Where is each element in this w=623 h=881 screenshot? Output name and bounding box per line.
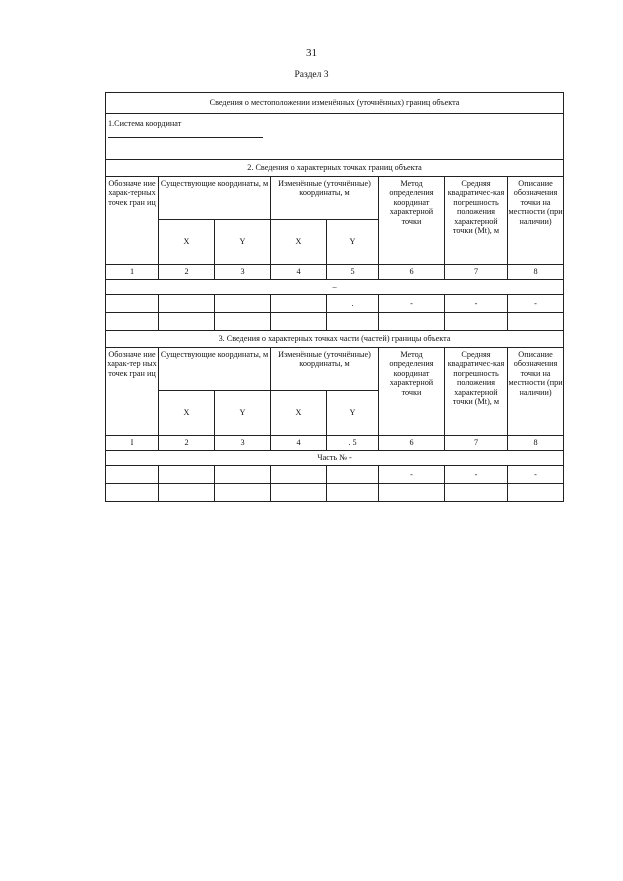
table-cell: - <box>379 295 445 313</box>
column-number: 2 <box>159 436 215 451</box>
column-number: . 5 <box>327 436 379 451</box>
coordinate-system-label: 1.Система координат <box>108 119 182 128</box>
table-cell <box>215 313 271 331</box>
header-mean-square-error: Средняя квадратичес-кая погрешность положения характерной точки (Mt), м <box>445 348 508 436</box>
column-number: 7 <box>445 265 508 280</box>
column-number: 4 <box>271 265 327 280</box>
column-number: 4 <box>271 436 327 451</box>
table-cell <box>271 313 327 331</box>
header-changed-coordinates: Изменённые (уточнённые) координаты, м <box>271 177 379 220</box>
table-row <box>106 295 564 313</box>
column-number: 6 <box>379 265 445 280</box>
header-existing-coordinates: Существующие координаты, м <box>159 348 271 391</box>
header-changed-y: Y <box>327 220 379 265</box>
section3-heading: 3. Сведения о характерных точках части (частей) границы объекта <box>106 331 564 348</box>
column-number: 7 <box>445 436 508 451</box>
header-changed-y: Y <box>327 391 379 436</box>
column-number: 8 <box>508 265 564 280</box>
header-mean-square-error: Средняя квадратичес-кая погрешность положения характерной точки (Mt), м <box>445 177 508 265</box>
table-cell <box>445 313 508 331</box>
column-number: I <box>106 436 159 451</box>
section2-dash-row: – <box>106 280 564 295</box>
header-description: Описание обозначения точки на местности (при наличии) <box>508 177 564 265</box>
table-cell: - <box>379 466 445 484</box>
coordinate-system-underline <box>108 137 263 138</box>
header-existing-x: X <box>159 391 215 436</box>
table-cell <box>379 313 445 331</box>
header-method: Метод определения координат характерной точки <box>379 177 445 265</box>
table-cell <box>327 313 379 331</box>
table-cell <box>271 484 327 502</box>
column-number: 8 <box>508 436 564 451</box>
page-number: 31 <box>306 47 317 59</box>
header-description: Описание обозначения точки на местности (при наличии) <box>508 348 564 436</box>
table-row <box>106 313 564 331</box>
column-number: 6 <box>379 436 445 451</box>
table-cell <box>508 484 564 502</box>
table-cell <box>159 313 215 331</box>
header-existing-coordinates: Существующие координаты, м <box>159 177 271 220</box>
part-label: Часть № - <box>106 451 564 466</box>
table-cell <box>508 313 564 331</box>
table-cell <box>159 466 215 484</box>
table-cell <box>159 295 215 313</box>
table-cell <box>327 484 379 502</box>
column-number: 5 <box>327 265 379 280</box>
table-cell <box>271 295 327 313</box>
table-cell: - <box>445 295 508 313</box>
column-number: 3 <box>215 436 271 451</box>
table-cell <box>106 484 159 502</box>
table-cell <box>215 295 271 313</box>
table-cell: . <box>327 295 379 313</box>
section-title: Раздел 3 <box>294 70 329 80</box>
table-cell <box>215 484 271 502</box>
table-title: Сведения о местоположении изменённых (уточнённых) границ объекта <box>106 93 564 114</box>
header-existing-x: X <box>159 220 215 265</box>
header-existing-y: Y <box>215 220 271 265</box>
column-number-row <box>106 436 564 451</box>
table-cell <box>106 313 159 331</box>
table-row <box>106 484 564 502</box>
column-number: 2 <box>159 265 215 280</box>
table-cell <box>215 466 271 484</box>
table-cell: - <box>508 295 564 313</box>
boundary-form-table <box>105 92 564 502</box>
table-cell <box>379 484 445 502</box>
table-cell: - <box>445 466 508 484</box>
column-number-row <box>106 265 564 280</box>
header-method: Метод определения координат характерной точки <box>379 348 445 436</box>
column-number: 3 <box>215 265 271 280</box>
table-row <box>106 466 564 484</box>
column-number: 1 <box>106 265 159 280</box>
table-cell: - <box>508 466 564 484</box>
table-cell <box>106 466 159 484</box>
coordinate-system-cell <box>106 114 564 160</box>
header-existing-y: Y <box>215 391 271 436</box>
table-cell <box>106 295 159 313</box>
header-changed-x: X <box>271 220 327 265</box>
table-cell <box>327 466 379 484</box>
header-changed-x: X <box>271 391 327 436</box>
header-point-designation: Обозначе ние харак-тер ных точек гран иц <box>106 348 159 436</box>
section2-heading: 2. Сведения о характерных точках границ объекта <box>106 160 564 177</box>
header-changed-coordinates: Изменённые (уточнённые) координаты, м <box>271 348 379 391</box>
table-cell <box>271 466 327 484</box>
table-cell <box>159 484 215 502</box>
header-point-designation: Обозначе ние харак-терных точек гран иц <box>106 177 159 265</box>
table-cell <box>445 484 508 502</box>
